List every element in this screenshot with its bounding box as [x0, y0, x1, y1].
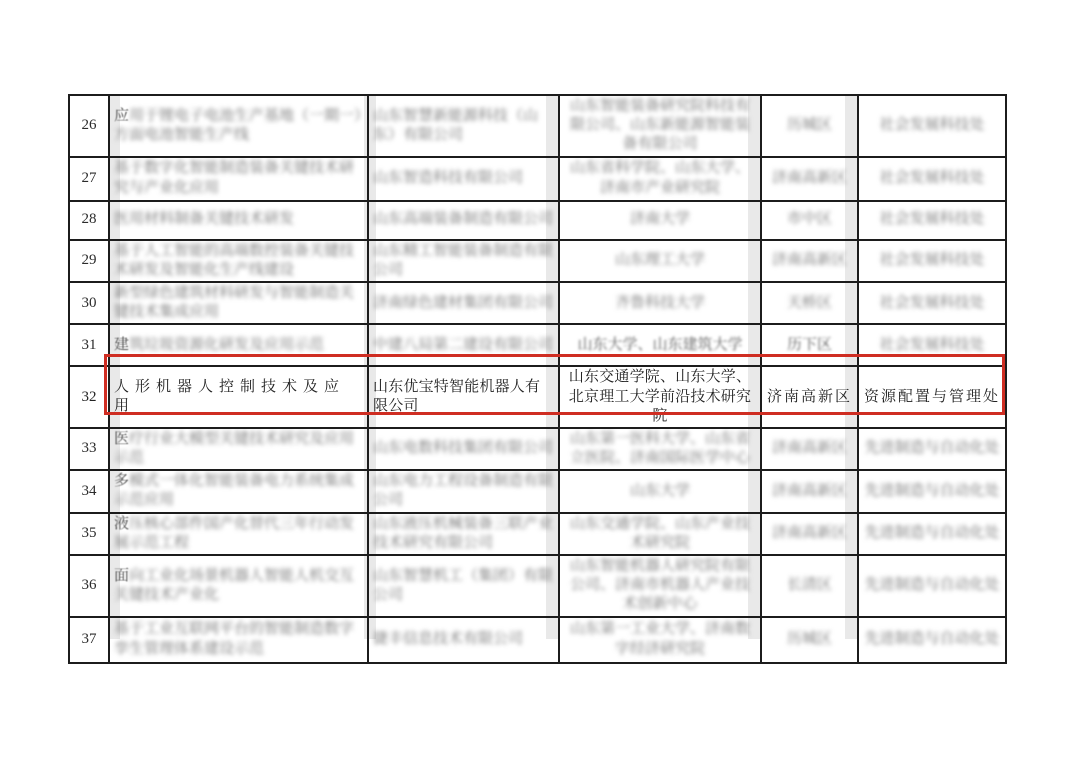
department-blurred: 先进制造与自动化处 [864, 525, 1000, 542]
project-name: 人形机器人控制技术及应用 [114, 378, 346, 415]
company-blurred: 山东智造科技有限公司 [373, 169, 524, 186]
district-blurred: 济南高新区 [771, 482, 847, 499]
district-blurred: 长清区 [786, 577, 832, 594]
row-number: 28 [69, 201, 109, 240]
department-cell [858, 470, 1006, 512]
institutions-blurred: 山东大学、山东建筑大学 [577, 336, 743, 353]
row-number: 34 [69, 470, 109, 512]
project-name-blurred: 基于人工智能的高端数控装备关键技术研发及智能化生产线建设 [114, 242, 355, 278]
department-blurred: 社会发展科技处 [879, 169, 985, 186]
project-name-lead: 应 [114, 107, 130, 124]
department-cell [858, 366, 1006, 428]
row-number: 37 [69, 617, 109, 663]
district-blurred: 历城区 [786, 117, 832, 134]
project-name-cell [109, 513, 368, 555]
department-blurred: 社会发展科技处 [879, 117, 985, 134]
department-blurred: 社会发展科技处 [879, 294, 985, 311]
project-name-cell [109, 617, 368, 663]
project-name-lead: 面 [114, 567, 130, 584]
institutions-cell [559, 513, 761, 555]
district-cell [761, 617, 858, 663]
company-blurred: 山东电数科技集团有限公司 [373, 440, 554, 457]
department-blurred: 先进制造与自动化处 [864, 440, 1000, 457]
district-blurred: 历城区 [786, 630, 832, 647]
department-blurred: 社会发展科技处 [879, 336, 985, 353]
institutions-blurred: 山东智能机器人研究院有限公司、济南市机器人产业技术创新中心 [569, 558, 750, 613]
institutions-blurred: 山东智能装备研究院科技有限公司、山东新能源智能装备有限公司 [569, 98, 750, 153]
institutions-cell [559, 324, 761, 366]
table-row [69, 555, 1006, 617]
company-blurred: 山东智慧新能源科技（山东）有限公司 [373, 107, 539, 143]
company-blurred: 捷丰信息技术有限公司 [373, 630, 524, 647]
district-blurred: 济南高新区 [771, 252, 847, 269]
company-cell [368, 157, 559, 201]
company-blurred: 济南绿色建材集团有限公司 [373, 294, 554, 311]
row-number: 32 [69, 366, 109, 428]
department-cell [858, 428, 1006, 470]
department-cell [858, 240, 1006, 282]
project-name-blurred: 基于数字化智能制造装备关键技术研究与产业化应用 [114, 160, 355, 196]
table-row [69, 157, 1006, 201]
institutions-blurred: 山东大学 [629, 482, 690, 499]
project-name-cell [109, 282, 368, 324]
institutions-cell [559, 366, 761, 428]
institutions-cell [559, 282, 761, 324]
department-blurred: 社会发展科技处 [879, 211, 985, 228]
district-blurred: 市中区 [786, 211, 832, 228]
row-number: 33 [69, 428, 109, 470]
institutions-cell [559, 617, 761, 663]
project-name-cell [109, 555, 368, 617]
project-name-lead: 多 [114, 473, 130, 490]
row-number: 26 [69, 95, 109, 157]
department-cell [858, 282, 1006, 324]
district-blurred: 济南高新区 [771, 169, 847, 186]
table-row [69, 428, 1006, 470]
project-name-blurred: 筑垃圾资源化研发及应用示范 [129, 336, 325, 353]
project-name-lead: 医 [114, 430, 130, 447]
department-cell [858, 617, 1006, 663]
company-cell [368, 470, 559, 512]
department-blurred: 社会发展科技处 [879, 252, 985, 269]
project-name-blurred: 疗行业大模型关键技术研究及应用示范 [114, 430, 355, 467]
district-cell [761, 470, 858, 512]
company-cell [368, 324, 559, 366]
company-cell [368, 240, 559, 282]
company-blurred: 山东精工智能装备制造有限公司 [373, 242, 554, 278]
project-name-cell [109, 157, 368, 201]
company-cell [368, 282, 559, 324]
department-cell [858, 324, 1006, 366]
row-number: 27 [69, 157, 109, 201]
institutions-cell [559, 428, 761, 470]
project-name-blurred: 医用材料制备关键技术研发 [114, 211, 295, 228]
company-blurred: 山东高端装备制造有限公司 [373, 211, 554, 228]
company-cell [368, 201, 559, 240]
institutions-blurred: 山东交通学院、山东产业技术研究院 [569, 515, 750, 551]
table-row [69, 513, 1006, 555]
company-cell [368, 95, 559, 157]
project-name-blurred: 向工业化场景机器人智能人机交互关键技术产业化 [114, 567, 355, 603]
district-cell [761, 240, 858, 282]
project-name-cell [109, 240, 368, 282]
institutions-cell [559, 201, 761, 240]
project-name-cell [109, 470, 368, 512]
project-name-lead: 建 [114, 336, 130, 353]
department-cell [858, 555, 1006, 617]
project-name-cell [109, 201, 368, 240]
table-row [69, 617, 1006, 663]
row-number: 29 [69, 240, 109, 282]
highlighted-table-row [69, 366, 1006, 428]
project-name-cell [109, 324, 368, 366]
institutions-blurred: 济南大学 [629, 211, 690, 228]
table-row [69, 240, 1006, 282]
district-cell [761, 95, 858, 157]
institutions-blurred: 山东省科学院、山东大学、济南市产业研究院 [569, 160, 750, 196]
district: 济南高新区 [766, 388, 852, 405]
district-cell [761, 201, 858, 240]
company-blurred: 山东智慧机工（集团）有限公司 [373, 567, 554, 603]
district-cell [761, 157, 858, 201]
institutions-cell [559, 555, 761, 617]
company-cell [368, 513, 559, 555]
institutions-blurred: 山东第一工业大学、济南数字经济研究院 [569, 621, 750, 657]
project-name-blurred: 基于工业互联网平台的智能制造数字孪生管理体系建设示范 [114, 621, 355, 657]
table-row [69, 324, 1006, 366]
institutions-cell [559, 95, 761, 157]
project-table-wrap [68, 94, 1005, 657]
district-cell [761, 324, 858, 366]
district-cell [761, 428, 858, 470]
project-table [68, 94, 1007, 664]
district-cell [761, 555, 858, 617]
project-name-blurred: 压核心部件国产化替代三年行动发展示范工程 [114, 515, 355, 551]
table-row [69, 282, 1006, 324]
company-cell [368, 617, 559, 663]
institutions-cell [559, 157, 761, 201]
district-blurred: 济南高新区 [771, 440, 847, 457]
table-row [69, 201, 1006, 240]
company-blurred: 山东电力工程设备制造有限公司 [373, 473, 554, 509]
project-name-cell [109, 428, 368, 470]
department-cell [858, 513, 1006, 555]
department: 资源配置与管理处 [863, 388, 1000, 405]
district-cell [761, 366, 858, 428]
project-name-blurred: 模式一体化智能装备电力系统集成示范应用 [114, 473, 355, 509]
project-name-lead: 液 [114, 515, 130, 532]
institutions-cell [559, 470, 761, 512]
district-cell [761, 513, 858, 555]
institutions-blurred: 山东第一医科大学、山东省立医院、济南国际医学中心 [569, 430, 750, 467]
project-name-cell [109, 95, 368, 157]
company-name: 山东优宝特智能机器人有限公司 [373, 378, 541, 415]
district-blurred: 历下区 [786, 336, 832, 353]
institutions: 山东交通学院、山东大学、北京理工大学前沿技术研究院 [568, 369, 752, 424]
institutions-blurred: 山东理工大学 [614, 252, 705, 269]
table-row [69, 470, 1006, 512]
district-blurred: 天桥区 [786, 294, 832, 311]
row-number: 30 [69, 282, 109, 324]
department-blurred: 先进制造与自动化处 [864, 482, 1000, 499]
row-number: 36 [69, 555, 109, 617]
project-name-blurred: 用于锂电子电池生产基地（一期一）方面电池智能生产线 [114, 107, 362, 143]
table-row [69, 95, 1006, 157]
company-cell [368, 366, 559, 428]
project-name-cell [109, 366, 368, 428]
row-number: 35 [69, 513, 109, 555]
project-name-blurred: 新型绿色建筑材料研发与智能制造关键技术集成应用 [114, 284, 355, 321]
company-cell [368, 428, 559, 470]
company-blurred: 中建八局第二建设有限公司 [373, 336, 554, 353]
department-cell [858, 201, 1006, 240]
institutions-cell [559, 240, 761, 282]
department-blurred: 先进制造与自动化处 [864, 630, 1000, 647]
district-cell [761, 282, 858, 324]
district-blurred: 济南高新区 [771, 525, 847, 542]
company-blurred: 山东液压机械装备三联产业技术研究有限公司 [373, 515, 554, 551]
department-cell [858, 95, 1006, 157]
company-cell [368, 555, 559, 617]
department-blurred: 先进制造与自动化处 [864, 577, 1000, 594]
row-number: 31 [69, 324, 109, 366]
department-cell [858, 157, 1006, 201]
institutions-blurred: 齐鲁科技大学 [614, 294, 705, 311]
